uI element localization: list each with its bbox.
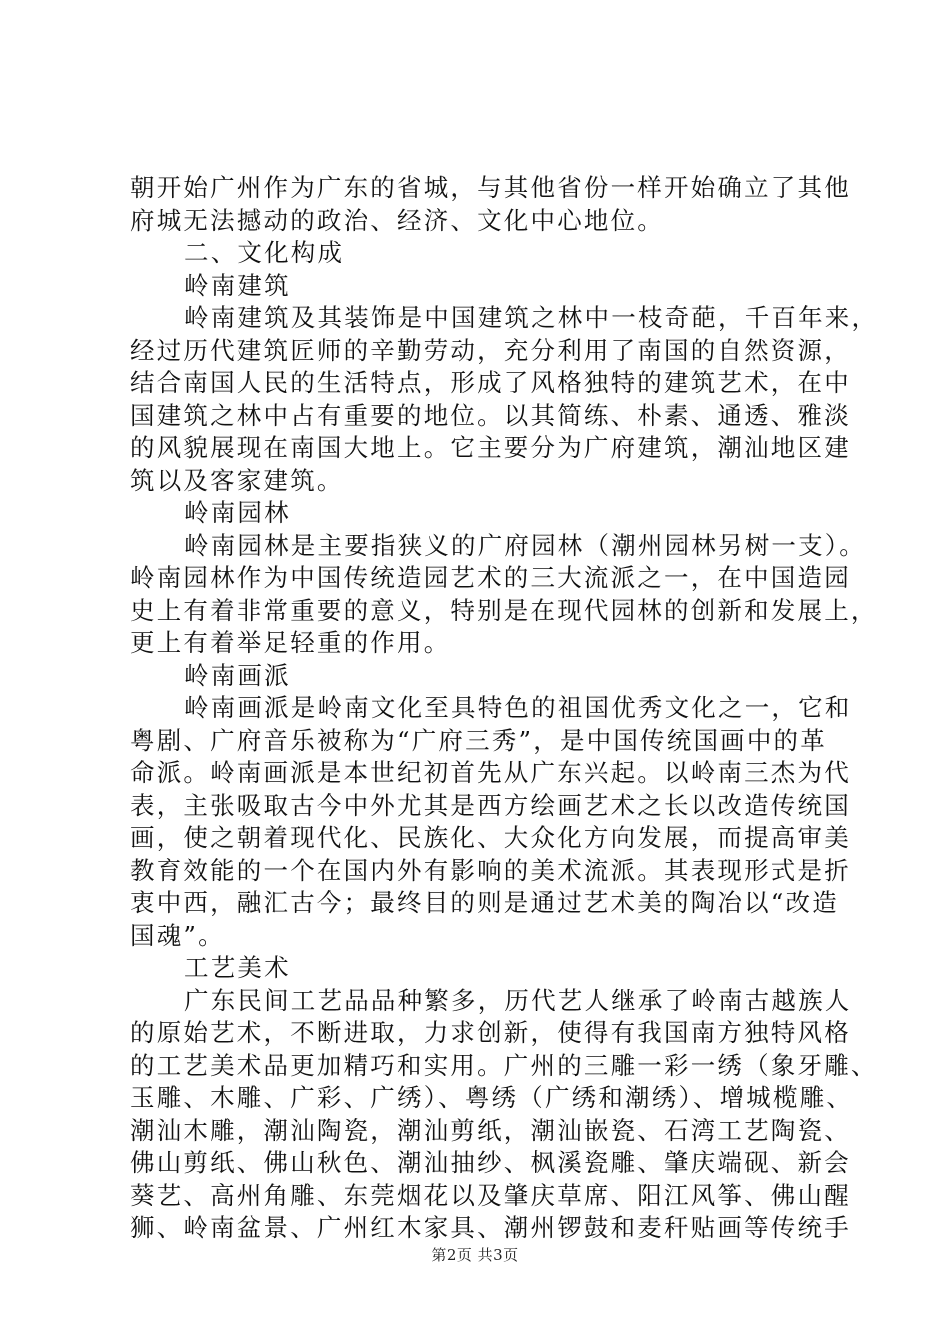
paragraph-line-indented: 广东民间工艺品品种繁多，历代艺人继承了岭南古越族人 [184,985,852,1015]
paragraph-line: 朝开始广州作为广东的省城，与其他省份一样开始确立了其他 [130,173,851,202]
paragraph-line: 粤剧、广府音乐被称为“广府三秀”，是中国传统国画中的革 [130,725,827,755]
paragraph-line: 筑以及客家建筑。 [130,465,344,495]
paragraph-line: 府城无法撼动的政治、经济、文化中心地位。 [130,205,664,235]
paragraph-line: 佛山剪纸、佛山秋色、潮汕抽纱、枫溪瓷雕、肇庆端砚、新会 [130,1148,851,1177]
paragraph-line: 衷中西，融汇古今；最终目的则是通过艺术美的陶冶以“改造 [130,888,839,917]
paragraph-line: 命派。岭南画派是本世纪初首先从广东兴起。以岭南三杰为代 [130,758,851,787]
paragraph-line: 教育效能的一个在国内外有影响的美术流派。其表现形式是折 [130,855,851,885]
paragraph-line-indented: 岭南园林是主要指狭义的广府园林（潮州园林另树一支）。 [184,530,866,560]
paragraph-line: 葵艺、高州角雕、东莞烟花以及肇庆草席、阳江风筝、佛山醒 [130,1180,851,1210]
paragraph-line: 更上有着举足轻重的作用。 [130,628,451,657]
paragraph-line-indented: 岭南园林 [184,498,291,527]
paragraph-line-indented: 工艺美术 [184,953,291,982]
paragraph-line: 岭南园林作为中国传统造园艺术的三大流派之一，在中国造园 [130,563,851,592]
paragraph-line: 的原始艺术，不断进取，力求创新，使得有我国南方独特风格 [130,1018,851,1047]
paragraph-line: 的工艺美术品更加精巧和实用。广州的三雕一彩一绣（象牙雕、 [130,1050,878,1080]
paragraph-line: 玉雕、木雕、广彩、广绣）、粤绣（广绣和潮绣）、增城榄雕、 [130,1083,854,1112]
paragraph-line-indented: 岭南建筑 [184,270,291,300]
paragraph-line: 史上有着非常重要的意义，特别是在现代园林的创新和发展上， [130,595,878,625]
paragraph-line: 表，主张吸取古今中外尤其是西方绘画艺术之长以改造传统国 [130,790,851,820]
paragraph-line-indented: 岭南画派 [184,660,291,690]
paragraph-line-indented: 二、文化构成 [184,238,345,267]
page-footer: 第2页 共3页 [431,1246,519,1264]
paragraph-line-indented: 岭南建筑及其装饰是中国建筑之林中一枝奇葩，千百年来， [184,303,879,332]
paragraph-line: 经过历代建筑匠师的辛勤劳动，充分利用了南国的自然资源， [130,335,851,365]
paragraph-line: 潮汕木雕，潮汕陶瓷，潮汕剪纸，潮汕嵌瓷、石湾工艺陶瓷、 [130,1115,851,1145]
paragraph-line: 的风貌展现在南国大地上。它主要分为广府建筑，潮汕地区建 [130,433,851,462]
paragraph-line: 结合南国人民的生活特点，形成了风格独特的建筑艺术，在中 [130,368,851,397]
paragraph-line: 国建筑之林中占有重要的地位。以其简练、朴素、通透、雅淡 [130,400,851,430]
paragraph-line: 国魂”。 [130,920,225,950]
paragraph-line: 狮、岭南盆景、广州红木家具、潮州锣鼓和麦秆贴画等传统手 [130,1213,851,1242]
body-text [130,172,879,1245]
paragraph-line-indented: 岭南画派是岭南文化至具特色的祖国优秀文化之一，它和 [184,693,852,722]
paragraph-line: 画，使之朝着现代化、民族化、大众化方向发展，而提高审美 [130,823,851,852]
